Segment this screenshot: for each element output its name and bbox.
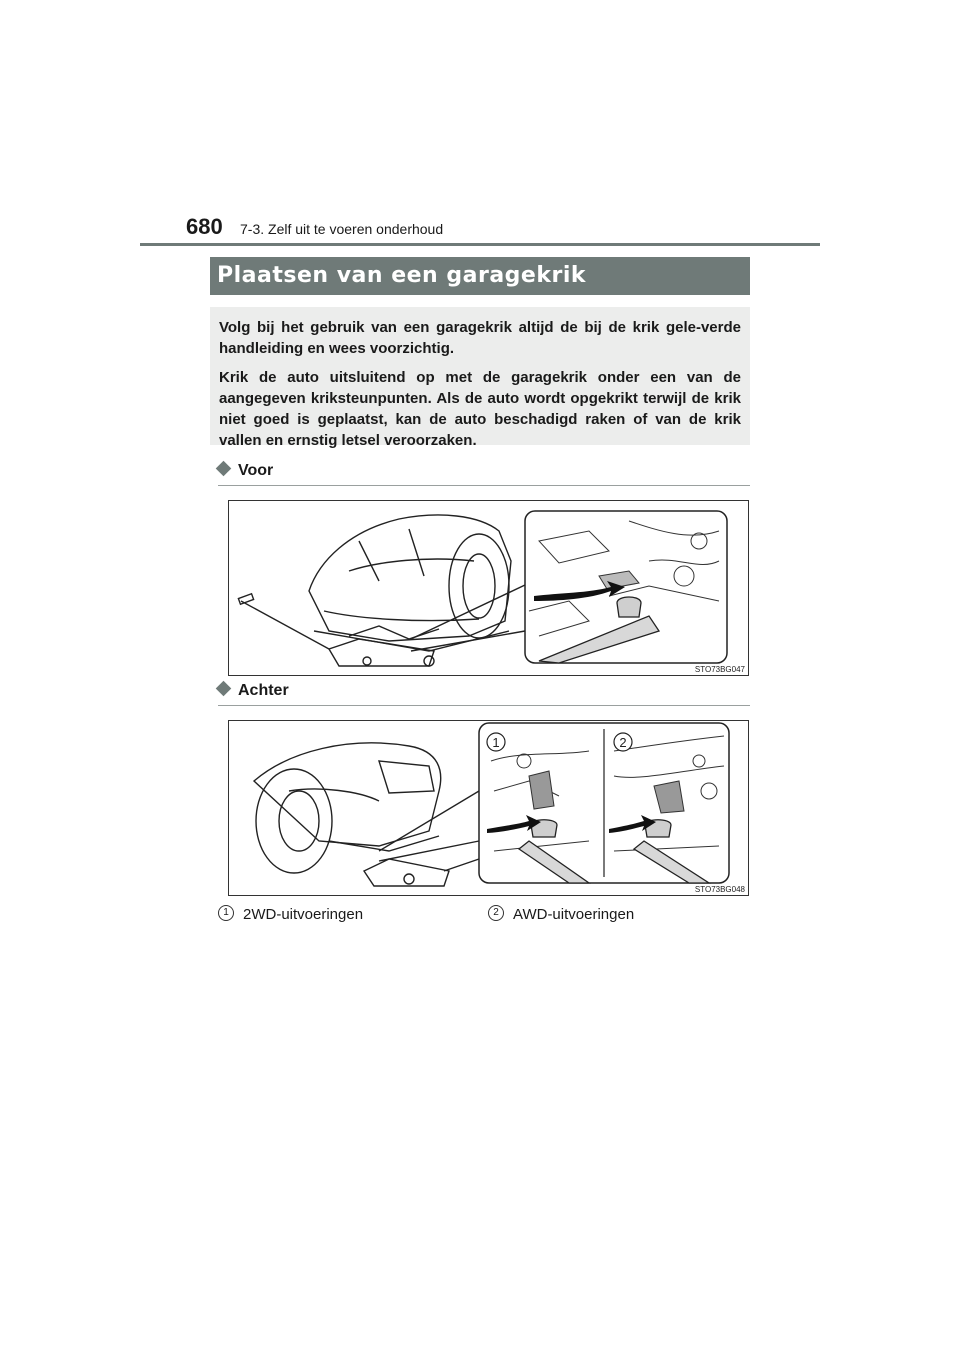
rear-heading-rule [218,705,750,706]
callout-number-2: 2 [619,735,627,750]
chapter-title: 7-3. Zelf uit te voeren onderhoud [240,221,444,237]
front-heading-rule [218,485,750,486]
rear-jack-illustration [229,721,748,895]
legend-number-2: 2 [488,905,504,921]
callout-number-1: 1 [492,735,500,750]
rear-heading [218,682,289,700]
section-title-bar: Plaatsen van een garagekrik [210,257,750,295]
page-number: 680 [186,214,223,239]
intro-paragraph-1: Volg bij het gebruik van een garagekrik altijd de bij de krik gele-verde handleiding en wees voorzichtig. [219,319,741,357]
legend-item-2 [488,906,634,923]
rear-figure-code: STO73BG048 [694,885,745,894]
intro-paragraph-2: Krik de auto uitsluitend op met de garagekrik onder een van de aangegeven kriksteunpunten. Als de auto wordt opgekrikt terwijl de krik niet goed is geplaatst, kan de auto beschadigd raken of van de krik vallen en ernstig letsel veroorzaken. [219,369,741,449]
legend-number-1: 1 [218,905,234,921]
header-rule [140,243,820,246]
legend-item-1 [218,906,363,923]
rear-jack-figure [228,720,749,896]
front-jack-figure [228,500,749,676]
front-heading-label: Voor [238,462,274,479]
front-heading [218,462,273,480]
front-figure-code: STO73BG047 [694,665,745,674]
diamond-icon [216,681,232,697]
diamond-icon [216,461,232,477]
legend-label-1: 2WD-uitvoeringen [243,906,364,923]
legend-label-2: AWD-uitvoeringen [513,906,635,923]
rear-heading-label: Achter [238,682,289,699]
intro-box [210,307,750,449]
front-jack-illustration [229,501,748,675]
